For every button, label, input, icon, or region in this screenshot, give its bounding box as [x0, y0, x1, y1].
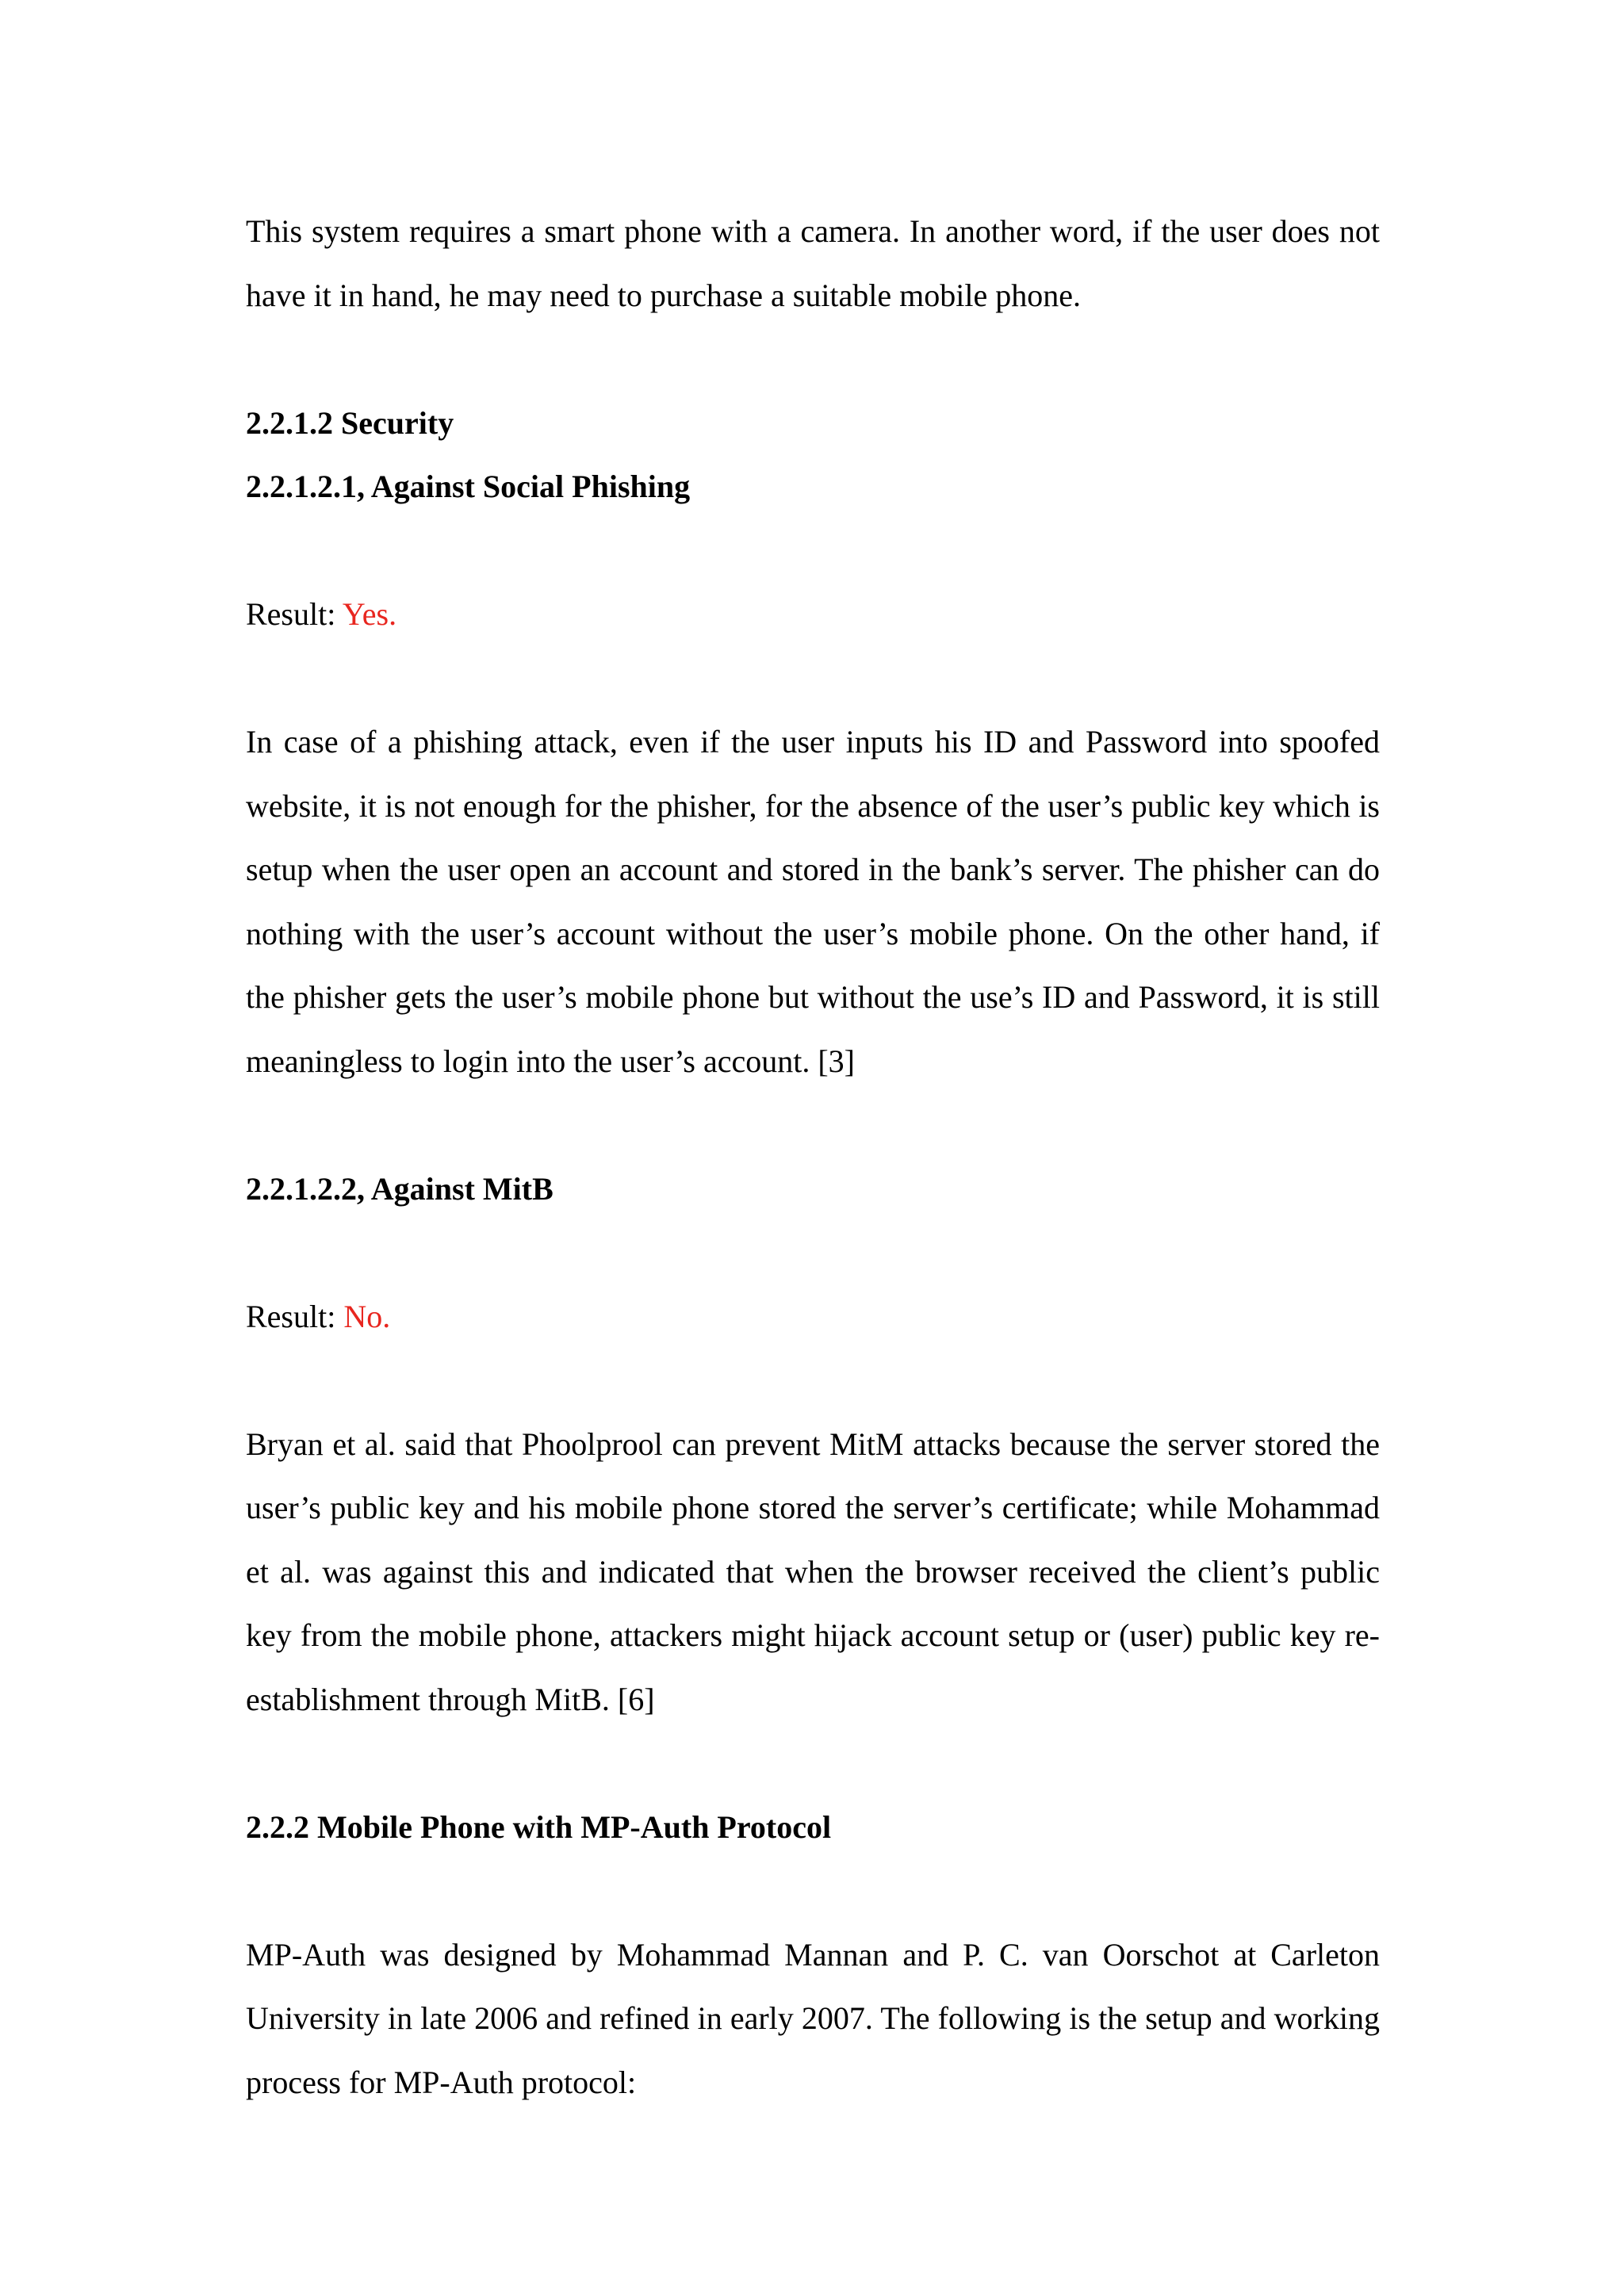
section-heading-security: 2.2.1.2 Security — [246, 404, 454, 441]
spacer — [246, 327, 1380, 392]
subsection-heading-social-phishing: 2.2.1.2.1, Against Social Phishing — [246, 469, 691, 504]
result-label: Result: — [246, 1298, 344, 1334]
result-label: Result: — [246, 596, 343, 632]
spacer — [246, 1859, 1380, 1923]
page-content — [246, 200, 1380, 2114]
result-mitb — [246, 1285, 1380, 1349]
section-heading-mpauth: 2.2.2 Mobile Phone with MP-Auth Protocol — [246, 1808, 832, 1845]
spacer — [246, 519, 1380, 584]
mitb-paragraph: Bryan et al. said that Phoolprool can prevent MitM attacks because the server stored the user’s public key and his mobile phone stored the server’s certificate; while Mohammad et al. was against this and indicated that when the browser received the client’s public key from the mobile phone, attackers might hijack account setup or (user) public key re-establishment through MitB. [6] — [246, 1425, 1380, 1717]
spacer — [246, 1093, 1380, 1158]
spacer — [246, 1732, 1380, 1796]
spacer — [246, 1349, 1380, 1413]
result-value-no: No. — [343, 1298, 391, 1334]
spacer — [246, 1221, 1380, 1285]
spacer — [246, 647, 1380, 711]
result-value-yes: Yes. — [342, 596, 397, 632]
result-phishing — [246, 583, 1380, 647]
subsection-heading-mitb: 2.2.1.2.2, Against MitB — [246, 1170, 553, 1207]
phishing-paragraph: In case of a phishing attack, even if the user inputs his ID and Password into spoofed website, it is not enough for the phisher, for the absence of the user’s public key which is setup when the user open an account and stored in the bank’s server. The phisher can do nothing with the user’s account without the user’s mobile phone. On the other hand, if the phisher gets the user’s mobile phone but without the use’s ID and Password, it is still meaningless to login into the user’s account. [3] — [246, 724, 1380, 1079]
mpauth-paragraph: MP-Auth was designed by Mohammad Mannan and P. C. van Oorschot at Carleton University in late 2006 and refined in early 2007. The following is the setup and working process for MP-Auth protocol: — [246, 1936, 1380, 2100]
intro-paragraph: This system requires a smart phone with a camera. In another word, if the user does not have it in hand, he may need to purchase a suitable mobile phone. — [246, 213, 1380, 313]
